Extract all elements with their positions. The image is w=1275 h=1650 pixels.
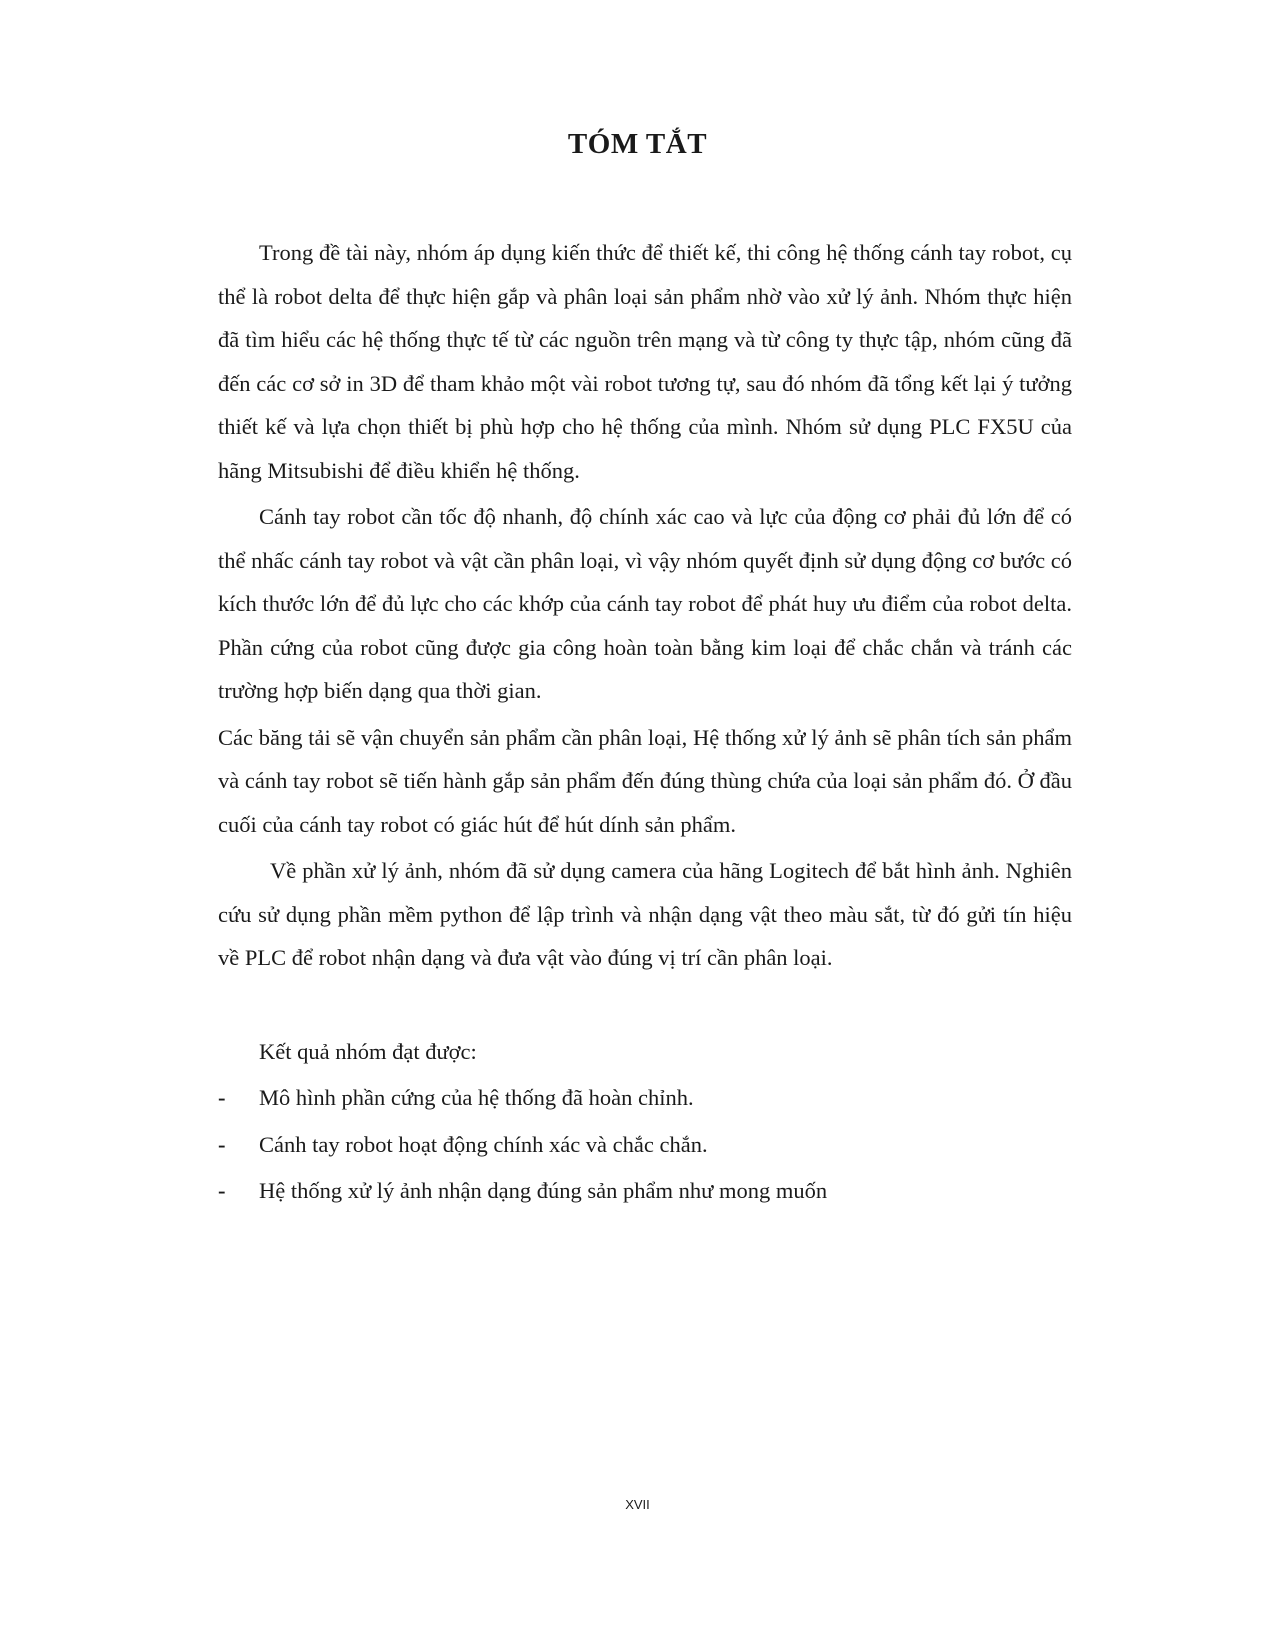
page-title: TÓM TẮT [567, 128, 708, 160]
results-list [218, 1076, 1072, 1213]
paragraph-image-processing: Về phần xử lý ảnh, nhóm đã sử dụng camera của hãng Logitech để bắt hình ảnh. Nghiên cứu sử dụng phần mềm python để lập trình và nhận dạng vật theo màu sắt, từ đó gửi tín hiệu về PLC để robot nhận dạng và đưa vật vào đúng vị trí cần phân loại. [218, 858, 1072, 970]
paragraph-intro: Trong đề tài này, nhóm áp dụng kiến thức để thiết kế, thi công hệ thống cánh tay robot, cụ thể là robot delta để thực hiện gắp và phân loại sản phẩm nhờ vào xử lý ảnh. Nhóm thực hiện đã tìm hiểu các hệ thống thực tế từ các nguồn trên mạng và từ công ty thực tập, nhóm cũng đã đến các cơ sở in 3D để tham khảo một vài robot tương tự, sau đó nhóm đã tổng kết lại ý tưởng thiết kế và lựa chọn thiết bị phù hợp cho hệ thống của mình. Nhóm sử dụng PLC FX5U của hãng Mitsubishi để điều khiển hệ thống. [218, 240, 1072, 483]
page-number: XVII [625, 1497, 650, 1512]
bullet-dash: - [218, 1178, 226, 1203]
bullet-dash: - [218, 1085, 226, 1110]
paragraph-robot-arm: Cánh tay robot cần tốc độ nhanh, độ chính xác cao và lực của động cơ phải đủ lớn để có thể nhấc cánh tay robot và vật cần phân loại, vì vậy nhóm quyết định sử dụng động cơ bước có kích thước lớn để đủ lực cho các khớp của cánh tay robot để phát huy ưu điểm của robot delta. Phần cứng của robot cũng được gia công hoàn toàn bằng kim loại để chắc chắn và tránh các trường hợp biến dạng qua thời gian. [218, 504, 1072, 703]
paragraph-conveyor: Các băng tải sẽ vận chuyển sản phẩm cần phân loại, Hệ thống xử lý ảnh sẽ phân tích sản phẩm và cánh tay robot sẽ tiến hành gắp sản phẩm đến đúng thùng chứa của loại sản phẩm đó. Ở đầu cuối của cánh tay robot có giác hút để hút dính sản phẩm. [218, 724, 1072, 837]
list-item [218, 1123, 1072, 1167]
list-item-text: Mô hình phần cứng của hệ thống đã hoàn chỉnh. [259, 1085, 694, 1110]
abstract-body [218, 231, 1072, 1216]
list-item-text: Cánh tay robot hoạt động chính xác và chắc chắn. [259, 1131, 708, 1157]
list-item [218, 1076, 1072, 1120]
bullet-dash: - [218, 1131, 226, 1157]
list-item [218, 1169, 1072, 1213]
results-heading: Kết quả nhóm đạt được: [259, 1038, 477, 1064]
list-item-text: Hệ thống xử lý ảnh nhận dạng đúng sản phẩm như mong muốn [259, 1178, 828, 1203]
